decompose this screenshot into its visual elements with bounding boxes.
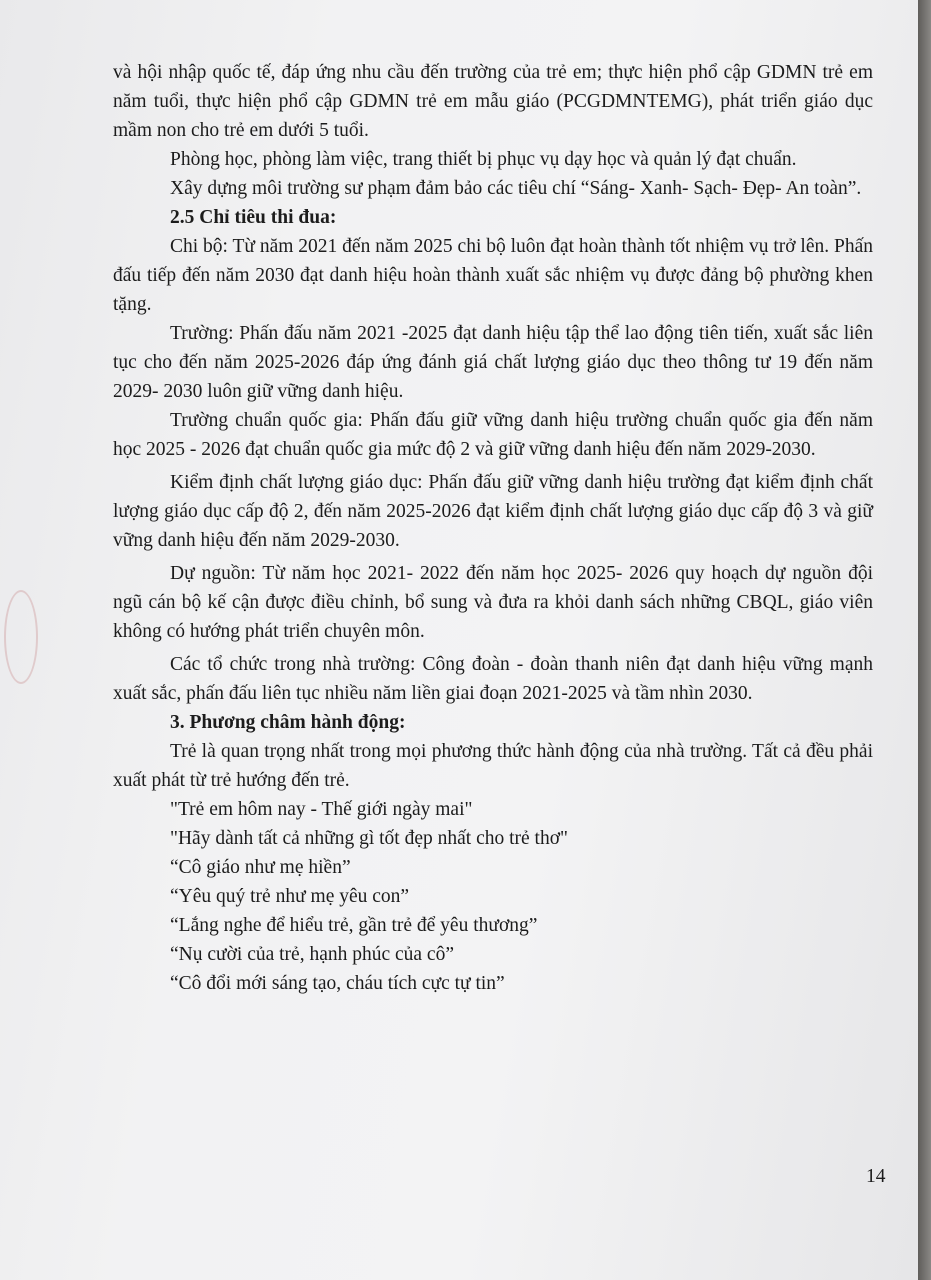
section-heading-2-5: 2.5 Chỉ tiêu thi đua: [170,207,337,228]
motto-line: “Yêu quý trẻ như mẹ yêu con” [170,886,410,907]
faded-stamp-mark [4,590,38,684]
motto-line: "Hãy dành tất cả những gì tốt đẹp nhất cho trẻ thơ" [170,828,568,849]
paragraph-environment: Xây dựng môi trường sư phạm đảm bảo các tiêu chí “Sáng- Xanh- Sạch- Đẹp- An toàn”. [170,178,862,199]
paragraph-chi-bo: Chi bộ: Từ năm 2021 đến năm 2025 chi bộ luôn đạt hoàn thành tốt nhiệm vụ trở lên. Phấn đấu tiếp đến năm 2030 đạt danh hiệu hoàn thành xuất sắc nhiệm vụ được đảng bộ phường khen tặng. [113,236,873,315]
motto-line: "Trẻ em hôm nay - Thế giới ngày mai" [170,799,473,820]
paragraph-phuong-cham: Trẻ là quan trọng nhất trong mọi phương thức hành động của nhà trường. Tất cả đều phải xuất phát từ trẻ hướng đến trẻ. [113,741,873,791]
motto-line: “Lắng nghe để hiểu trẻ, gần trẻ để yêu thương” [170,915,538,936]
paragraph-intro: và hội nhập quốc tế, đáp ứng nhu cầu đến trường của trẻ em; thực hiện phổ cập GDMN trẻ em năm tuổi, thực hiện phổ cập GDMN trẻ em mẫu giáo (PCGDMNTEMG), phát triển giáo dục mầm non cho trẻ em dưới 5 tuổi. [113,62,873,141]
page-edge-shadow [918,0,931,1280]
page-content [113,58,873,998]
section-heading-3: 3. Phương châm hành động: [170,712,406,733]
paragraph-chuan-quoc-gia: Trường chuẩn quốc gia: Phấn đấu giữ vững danh hiệu trường chuẩn quốc gia đến năm học 2025 - 2026 đạt chuẩn quốc gia mức độ 2 và giữ vững danh hiệu đến năm 2029-2030. [113,410,873,460]
paragraph-truong: Trường: Phấn đấu năm 2021 -2025 đạt danh hiệu tập thể lao động tiên tiến, xuất sắc liên tục cho đến năm 2025-2026 đáp ứng đánh giá chất lượng giáo dục theo thông tư 19 đến năm 2029- 2030 luôn giữ vững danh hiệu. [113,323,873,402]
paragraph-facilities: Phòng học, phòng làm việc, trang thiết bị phục vụ dạy học và quản lý đạt chuẩn. [170,149,797,170]
paragraph-to-chuc: Các tổ chức trong nhà trường: Công đoàn - đoàn thanh niên đạt danh hiệu vững mạnh xuất sắc, phấn đấu liên tục nhiều năm liền giai đoạn 2021-2025 và tầm nhìn 2030. [113,654,873,704]
paragraph-kiem-dinh: Kiểm định chất lượng giáo dục: Phấn đấu giữ vững danh hiệu trường đạt kiểm định chất lượng giáo dục cấp độ 2, đến năm 2025-2026 đạt kiểm định chất lượng giáo dục cấp độ 3 và giữ vững danh hiệu đến năm 2029-2030. [113,472,873,551]
page-number: 14 [866,1166,886,1187]
motto-line: “Nụ cười của trẻ, hạnh phúc của cô” [170,944,454,965]
paragraph-du-nguon: Dự nguồn: Từ năm học 2021- 2022 đến năm học 2025- 2026 quy hoạch dự nguồn đội ngũ cán bộ kế cận được điều chỉnh, bổ sung và đưa ra khỏi danh sách những CBQL, giáo viên không có hướng phát triển chuyên môn. [113,563,873,642]
motto-line: “Cô đổi mới sáng tạo, cháu tích cực tự tin” [170,973,505,994]
motto-line: “Cô giáo như mẹ hiền” [170,857,351,878]
